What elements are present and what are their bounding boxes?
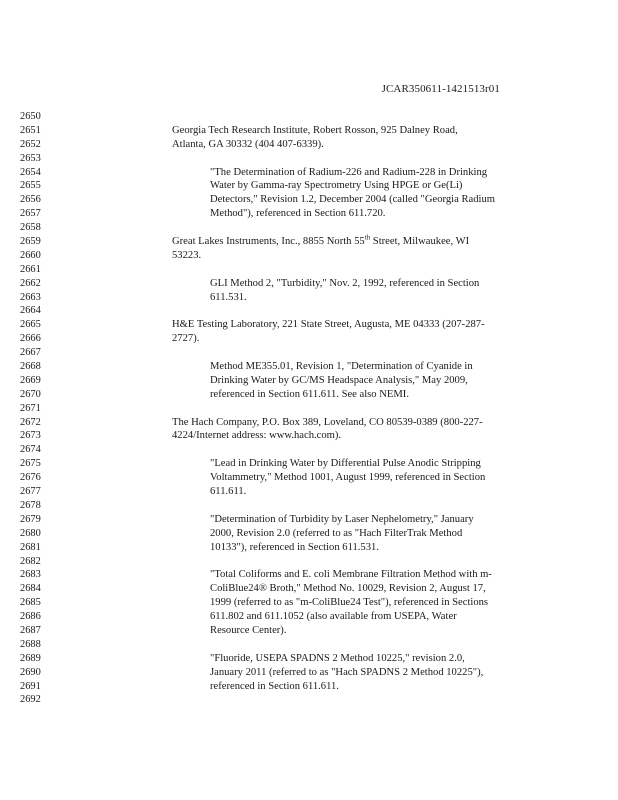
document-line — [0, 346, 618, 360]
line-number: 2674 — [20, 444, 41, 456]
line-number: 2685 — [20, 597, 41, 609]
document-line — [0, 555, 618, 569]
line-number: 2660 — [20, 249, 41, 261]
line-number: 2679 — [20, 513, 41, 525]
document-id: JCAR350611-1421513r01 — [381, 83, 500, 95]
line-text: 4224/Internet address: www.hach.com). — [172, 430, 342, 442]
document-line — [0, 124, 618, 138]
line-number: 2668 — [20, 361, 41, 373]
document-line — [0, 457, 618, 471]
document-line — [0, 624, 618, 638]
line-text: 611.611. — [210, 486, 247, 498]
line-number: 2666 — [20, 333, 41, 345]
line-text: Drinking Water by GC/MS Headspace Analysis," May 2009, — [210, 374, 468, 386]
document-line — [0, 416, 618, 430]
line-text: 10133"), referenced in Section 611.531. — [210, 541, 379, 553]
line-number: 2672 — [20, 416, 41, 428]
document-line — [0, 138, 618, 152]
document-line — [0, 471, 618, 485]
document-line — [0, 179, 618, 193]
line-number: 2659 — [20, 236, 41, 248]
line-text: Method"), referenced in Section 611.720. — [210, 208, 386, 220]
document-line — [0, 499, 618, 513]
line-text: referenced in Section 611.611. — [210, 680, 339, 692]
line-text: Great Lakes Instruments, Inc., 8855 North 55th Street, Milwaukee, WI — [172, 233, 470, 248]
line-text: referenced in Section 611.611. See also NEMI. — [210, 388, 409, 400]
document-line — [0, 693, 618, 707]
line-number: 2678 — [20, 499, 41, 511]
line-number: 2667 — [20, 347, 41, 359]
document-line — [0, 568, 618, 582]
line-number: 2652 — [20, 138, 41, 150]
line-number: 2691 — [20, 680, 41, 692]
line-number: 2671 — [20, 402, 41, 414]
line-number: 2687 — [20, 624, 41, 636]
document-line — [0, 541, 618, 555]
line-number: 2651 — [20, 124, 41, 136]
superscript: th — [364, 233, 371, 242]
document-line — [0, 582, 618, 596]
document-line — [0, 318, 618, 332]
document-line — [0, 110, 618, 124]
document-line — [0, 596, 618, 610]
document-line — [0, 374, 618, 388]
line-number: 2662 — [20, 277, 41, 289]
line-number: 2663 — [20, 291, 41, 303]
line-number: 2677 — [20, 486, 41, 498]
document-line — [0, 485, 618, 499]
line-number: 2688 — [20, 638, 41, 650]
line-number: 2692 — [20, 694, 41, 706]
line-number: 2682 — [20, 555, 41, 567]
line-text: 53223. — [172, 249, 202, 261]
document-line — [0, 443, 618, 457]
line-text: 2000, Revision 2.0 (referred to as "Hach FilterTrak Method — [210, 527, 463, 539]
document-line — [0, 207, 618, 221]
line-number: 2656 — [20, 194, 41, 206]
document-line — [0, 666, 618, 680]
line-text: "Total Coliforms and E. coli Membrane Filtration Method with m- — [210, 569, 492, 581]
line-text: "Determination of Turbidity by Laser Nephelometry," January — [210, 513, 474, 525]
line-text: H&E Testing Laboratory, 221 State Street, Augusta, ME 04333 (207-287- — [172, 319, 485, 331]
line-text: Atlanta, GA 30332 (404 407-6339). — [172, 138, 324, 150]
document-line — [0, 235, 618, 249]
line-number: 2683 — [20, 569, 41, 581]
line-number: 2661 — [20, 263, 41, 275]
line-text: ColiBlue24® Broth," Method No. 10029, Revision 2, August 17, — [210, 583, 486, 595]
line-text: "Lead in Drinking Water by Differential Pulse Anodic Stripping — [210, 458, 481, 470]
document-line — [0, 610, 618, 624]
line-number: 2680 — [20, 527, 41, 539]
line-number: 2690 — [20, 666, 41, 678]
line-number: 2650 — [20, 111, 41, 122]
document-line — [0, 291, 618, 305]
line-number: 2681 — [20, 541, 41, 553]
line-text: 611.802 and 611.1052 (also available from USEPA, Water — [210, 611, 457, 623]
line-number: 2673 — [20, 430, 41, 442]
line-number: 2664 — [20, 305, 41, 317]
document-line — [0, 263, 618, 277]
document-line — [0, 193, 618, 207]
document-line — [0, 513, 618, 527]
numbered-lines — [0, 110, 618, 707]
document-line — [0, 304, 618, 318]
document-line — [0, 277, 618, 291]
line-text: "The Determination of Radium-226 and Radium-228 in Drinking — [210, 166, 488, 178]
document-line — [0, 360, 618, 374]
line-text: Voltammetry," Method 1001, August 1999, referenced in Section — [210, 472, 486, 484]
line-text: The Hach Company, P.O. Box 389, Loveland, CO 80539-0389 (800-227- — [172, 416, 483, 428]
line-number: 2654 — [20, 166, 41, 178]
document-line — [0, 527, 618, 541]
document-line — [0, 652, 618, 666]
line-text: GLI Method 2, "Turbidity," Nov. 2, 1992, referenced in Section — [210, 277, 480, 289]
document-line — [0, 429, 618, 443]
line-text: Georgia Tech Research Institute, Robert Rosson, 925 Dalney Road, — [172, 124, 458, 136]
document-line — [0, 221, 618, 235]
document-line — [0, 249, 618, 263]
line-text: Water by Gamma-ray Spectrometry Using HPGE or Ge(Li) — [210, 180, 463, 192]
line-number: 2653 — [20, 152, 41, 164]
document-line — [0, 166, 618, 180]
line-number: 2655 — [20, 180, 41, 192]
line-text: 2727). — [172, 333, 200, 345]
document-line — [0, 402, 618, 416]
line-text: 611.531. — [210, 291, 247, 303]
line-text: Resource Center). — [210, 624, 287, 636]
line-number: 2658 — [20, 222, 41, 234]
line-number: 2686 — [20, 611, 41, 623]
line-number: 2669 — [20, 374, 41, 386]
line-text: Method ME355.01, Revision 1, "Determination of Cyanide in — [210, 361, 473, 373]
line-number: 2670 — [20, 388, 41, 400]
line-text: January 2011 (referred to as "Hach SPADNS 2 Method 10225"), — [210, 666, 484, 678]
line-text: "Fluoride, USEPA SPADNS 2 Method 10225," revision 2.0, — [210, 652, 465, 664]
line-number: 2675 — [20, 458, 41, 470]
line-number: 2657 — [20, 208, 41, 220]
line-number: 2689 — [20, 652, 41, 664]
document-line — [0, 638, 618, 652]
document-line — [0, 680, 618, 694]
line-number: 2676 — [20, 472, 41, 484]
line-text: Detectors," Revision 1.2, December 2004 (called "Georgia Radium — [210, 194, 495, 206]
line-text: 1999 (referred to as "m-ColiBlue24 Test"), referenced in Sections — [210, 597, 489, 609]
document-line — [0, 332, 618, 346]
document-line — [0, 152, 618, 166]
line-number: 2684 — [20, 583, 41, 595]
document-line — [0, 388, 618, 402]
line-number: 2665 — [20, 319, 41, 331]
